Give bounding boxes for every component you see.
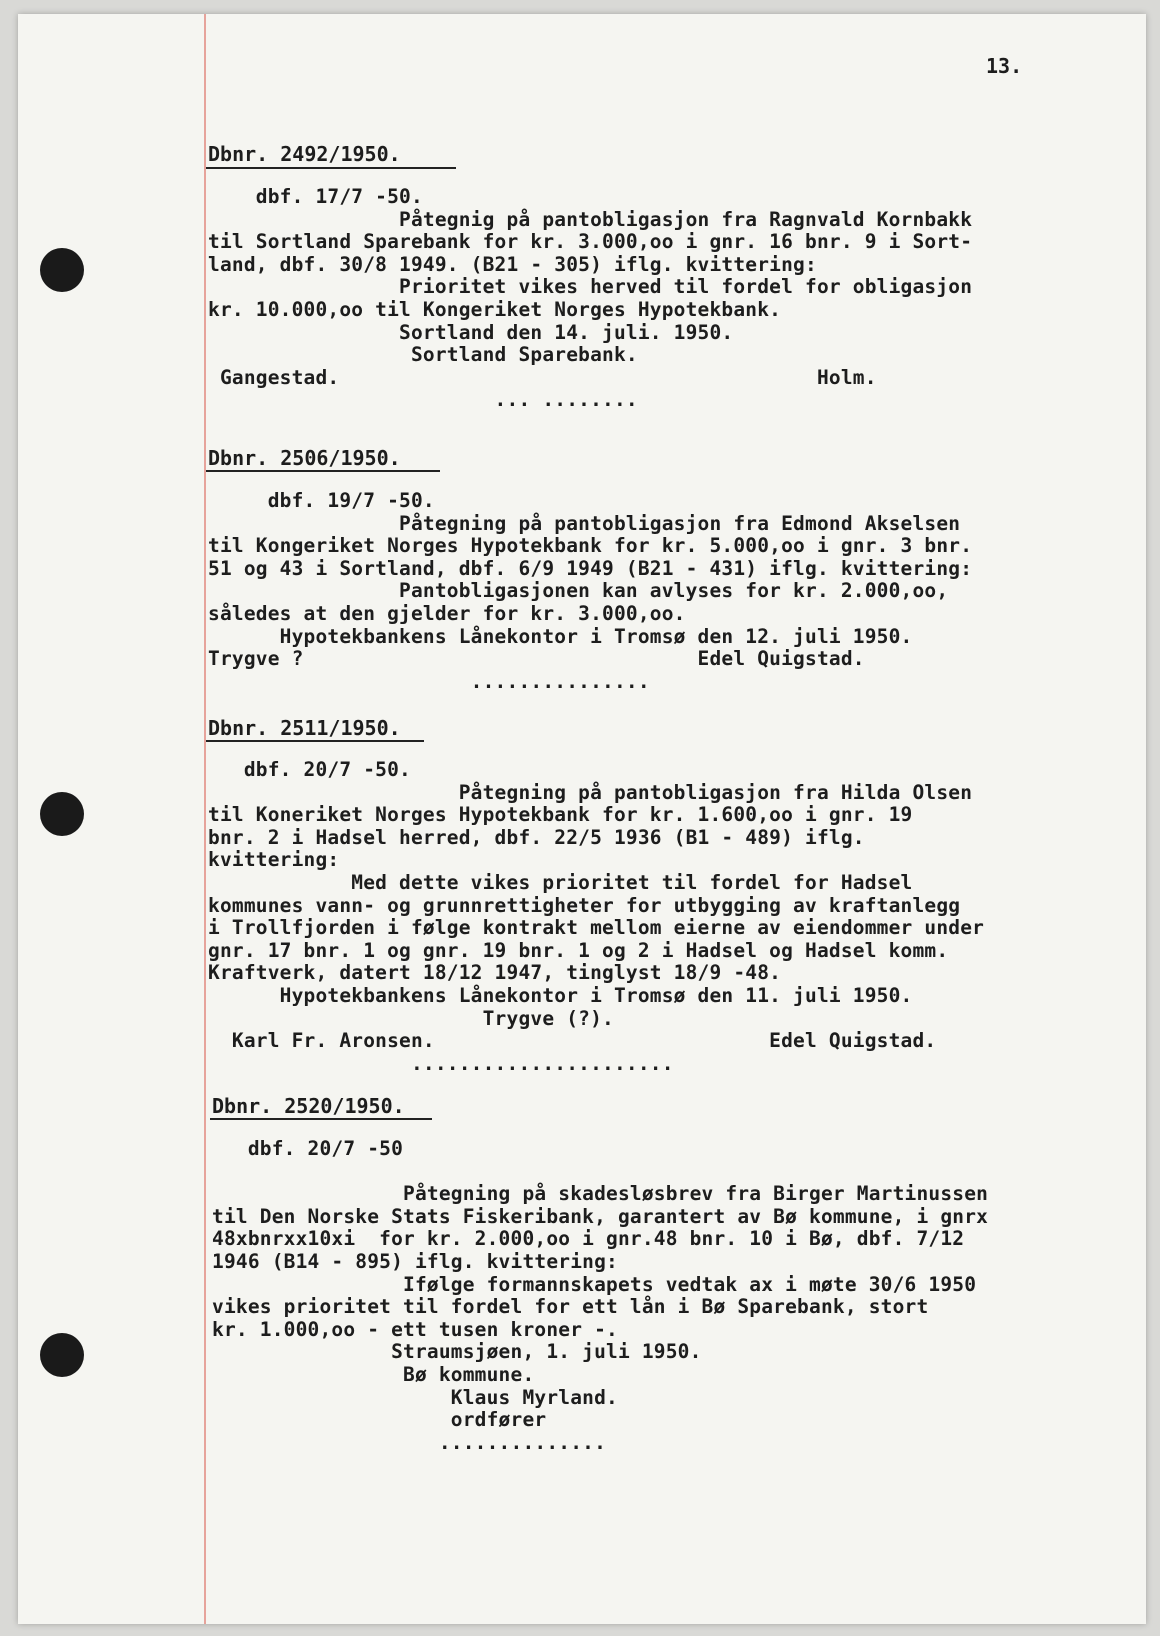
heading-underline [210,1118,432,1120]
binder-hole [40,248,84,292]
entry-heading: Dbnr. 2492/1950. [208,142,401,166]
entry-heading: Dbnr. 2520/1950. [212,1094,405,1118]
binder-hole [40,1333,84,1377]
entry-heading: Dbnr. 2511/1950. [208,716,401,740]
entry-body: dbf. 20/7 -50. Påtegning på pantobligasjon fra Hilda Olsen til Koneriket Norges Hypotekbank for kr. 1.600,oo i gnr. 19 bnr. 2 i Hadsel herred, dbf. 22/5 1936 (B1 - 489) iflg. kvittering: Med dette vikes prioritet til fordel for Hadsel kommunes vann- og grunnrettigheter for utbygging av kraftanlegg i Trollfjorden i følge kontrakt mellom eierne av eiendommer under gnr. 17 bnr. 1 og gnr. 19 bnr. 1 og 2 i Hadsel og Hadsel komm. Kraftverk, datert 18/12 1947, tinglyst 18/9 -48. Hypotekbankens Lånekontor i Tromsø den 11. juli 1950. Trygve (?). Karl Fr. Aronsen. Edel Quigstad. ...................... [208,758,985,1075]
red-margin-line [204,14,206,1624]
entry-heading: Dbnr. 2506/1950. [208,446,401,470]
binder-hole [40,792,84,836]
heading-underline [206,740,424,742]
entry-body: dbf. 20/7 -50 Påtegning på skadesløsbrev fra Birger Martinussen til Den Norske Stats Fiskeribank, garantert av Bø kommune, i gnrx 48xbnrxx10xi for kr. 2.000,oo i gnr.48 bnr. 10 i Bø, dbf. 7/12 1946 (B14 - 895) iflg. kvittering: Ifølge formannskapets vedtak ax i møte 30/6 1950 vikes prioritet til fordel for ett lån i Bø Sparebank, stort kr. 1.000,oo - ett tusen kroner -. Straumsjøen, 1. juli 1950. Bø kommune. Klaus Myrland. ordfører .............. [212,1137,989,1454]
page-number: 13. [986,54,1023,78]
heading-underline [206,167,456,169]
heading-underline [206,470,440,472]
entry-body: dbf. 19/7 -50. Påtegning på pantobligasjon fra Edmond Akselsen til Kongeriket Norges Hypotekbank for kr. 5.000,oo i gnr. 3 bnr. 51 og 43 i Sortland, dbf. 6/9 1949 (B21 - 431) iflg. kvittering: Pantobligasjonen kan avlyses for kr. 2.000,oo, således at den gjelder for kr. 3.000,oo. Hypotekbankens Lånekontor i Tromsø den 12. juli 1950. Trygve ? Edel Quigstad. ............... [208,489,973,693]
entry-body: dbf. 17/7 -50. Påtegnig på pantobligasjon fra Ragnvald Kornbakk til Sortland Sparebank for kr. 3.000,oo i gnr. 16 bnr. 9 i Sort- land, dbf. 30/8 1949. (B21 - 305) iflg. kvittering: Prioritet vikes herved til fordel for obligasjon kr. 10.000,oo til Kongeriket Norges Hypotekbank. Sortland den 14. juli. 1950. Sortland Sparebank. Gangestad. Holm. ... ........ [208,185,973,412]
